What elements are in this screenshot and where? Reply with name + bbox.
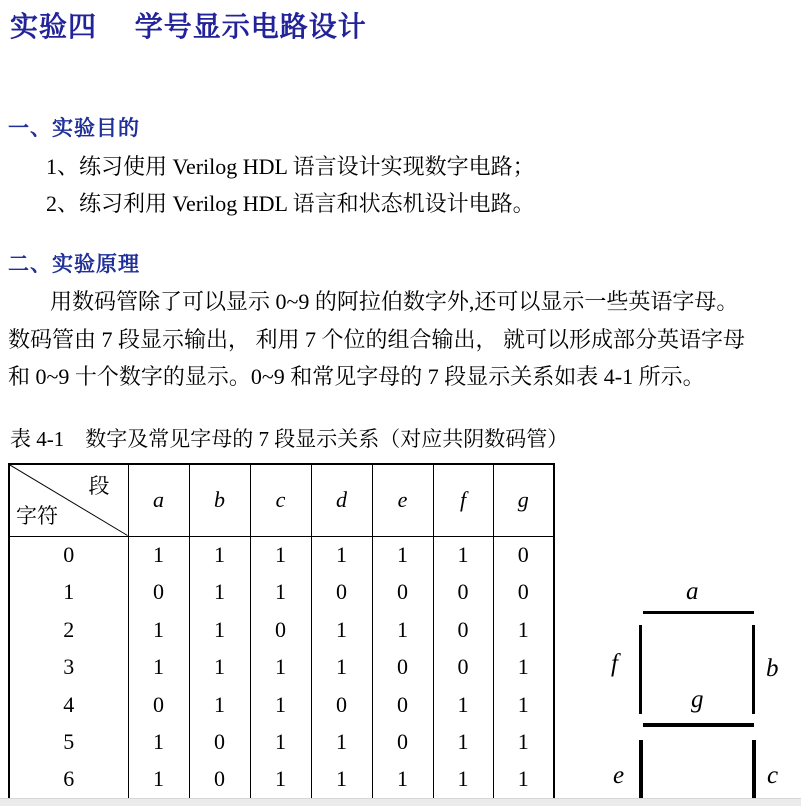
segment-value-cell-f: 1 [433, 686, 493, 724]
segment-value-cell-e: 0 [372, 574, 433, 612]
document-title: 实验四 学号显示电路设计 [10, 11, 367, 42]
table-caption: 表 4-1 数字及常见字母的 7 段显示关系（对应共阴数码管） [10, 427, 569, 451]
segment-value-cell-c: 1 [250, 686, 311, 724]
segment-value-cell-g: 1 [493, 649, 554, 687]
segment-value-cell-c: 1 [250, 536, 311, 574]
objective-item-1: 1、练习使用 Verilog HDL 语言设计实现数字电路； [46, 154, 535, 179]
corner-label-segment: 段 [88, 474, 110, 498]
segment-truth-table [8, 463, 555, 800]
column-header-e: e [372, 464, 433, 536]
segment-value-cell-d: 0 [311, 574, 372, 612]
table-row-char-2 [9, 611, 554, 649]
segment-value-cell-f: 0 [433, 649, 493, 687]
principle-line-1: 用数码管除了可以显示 0~9 的阿拉伯数字外,还可以显示一些英语字母。 [50, 289, 739, 314]
table-body [9, 536, 554, 799]
segment-value-cell-b: 1 [189, 536, 250, 574]
section-heading-purpose: 一、实验目的 [8, 117, 140, 140]
section-heading-principle: 二、实验原理 [8, 253, 140, 276]
segment-value-cell-b: 1 [189, 574, 250, 612]
segment-value-cell-a: 1 [128, 724, 189, 762]
segment-label-b: b [766, 655, 779, 682]
segment-value-cell-a: 1 [128, 761, 189, 799]
principle-line-3: 和 0~9 十个数字的显示。0~9 和常见字母的 7 段显示关系如表 4-1 所示。 [8, 364, 705, 389]
column-header-g: g [493, 464, 554, 536]
column-header-b: b [189, 464, 250, 536]
table-row-char-6 [9, 761, 554, 799]
segment-value-cell-b: 0 [189, 761, 250, 799]
segment-a-line [643, 611, 754, 614]
viewer-bottom-edge [0, 798, 801, 806]
segment-value-cell-f: 1 [433, 761, 493, 799]
segment-value-cell-f: 0 [433, 611, 493, 649]
table-row-char-3 [9, 649, 554, 687]
character-cell: 0 [63, 542, 75, 567]
column-header-c: c [250, 464, 311, 536]
column-header-a: a [128, 464, 189, 536]
segment-value-cell-g: 0 [493, 574, 554, 612]
segment-value-cell-e: 0 [372, 686, 433, 724]
segment-label-c: c [767, 762, 779, 789]
table-row-char-0 [9, 536, 554, 574]
segment-label-f: f [611, 650, 618, 677]
segment-value-cell-f: 1 [433, 536, 493, 574]
column-header-f: f [433, 464, 493, 536]
table-row-char-1 [9, 574, 554, 612]
segment-f-line [639, 625, 642, 714]
table-corner-cell [9, 464, 128, 536]
character-cell: 5 [63, 729, 75, 755]
segment-value-cell-b: 1 [189, 611, 250, 649]
segment-value-cell-e: 1 [372, 761, 433, 799]
segment-label-a: a [686, 578, 699, 605]
segment-value-cell-d: 0 [311, 686, 372, 724]
character-cell: 2 [63, 616, 75, 642]
segment-value-cell-a: 0 [128, 686, 189, 724]
segment-value-cell-e: 1 [372, 536, 433, 574]
segment-value-cell-c: 1 [250, 761, 311, 799]
segment-value-cell-a: 1 [128, 536, 189, 574]
segment-value-cell-g: 1 [493, 611, 554, 649]
segment-value-cell-b: 0 [189, 724, 250, 762]
segment-value-cell-d: 1 [311, 761, 372, 799]
character-cell: 6 [63, 766, 75, 792]
segment-g-line [643, 723, 754, 727]
segment-c-line [752, 740, 756, 798]
segment-value-cell-a: 1 [128, 649, 189, 687]
segment-value-cell-e: 0 [372, 649, 433, 687]
corner-label-character: 字符 [16, 503, 58, 528]
objective-item-2: 2、练习利用 Verilog HDL 语言和状态机设计电路。 [46, 191, 535, 216]
segment-value-cell-d: 1 [311, 649, 372, 687]
segment-value-cell-b: 1 [189, 686, 250, 724]
segment-value-cell-d: 1 [311, 724, 372, 762]
segment-value-cell-d: 1 [311, 536, 372, 574]
segment-value-cell-g: 1 [493, 686, 554, 724]
segment-value-cell-c: 1 [250, 724, 311, 762]
segment-value-cell-g: 0 [493, 536, 554, 574]
character-cell: 1 [63, 579, 75, 605]
segment-value-cell-g: 1 [493, 761, 554, 799]
segment-e-line [639, 740, 643, 798]
column-header-d: d [311, 464, 372, 536]
table-header-row [9, 464, 554, 536]
segment-value-cell-e: 1 [372, 611, 433, 649]
segment-label-e: e [613, 762, 625, 789]
segment-value-cell-b: 1 [189, 649, 250, 687]
segment-b-line [752, 625, 755, 714]
segment-value-cell-a: 0 [128, 574, 189, 612]
segment-value-cell-a: 1 [128, 611, 189, 649]
segment-value-cell-g: 1 [493, 724, 554, 762]
segment-value-cell-e: 0 [372, 724, 433, 762]
segment-value-cell-f: 1 [433, 724, 493, 762]
character-cell: 3 [63, 654, 75, 680]
segment-value-cell-c: 1 [250, 574, 311, 612]
principle-line-2: 数码管由 7 段显示输出， 利用 7 个位的组合输出， 就可以形成部分英语字母 [8, 327, 746, 352]
table-row-char-4 [9, 686, 554, 724]
segment-value-cell-f: 0 [433, 574, 493, 612]
segment-value-cell-c: 1 [250, 649, 311, 687]
segment-value-cell-c: 0 [250, 611, 311, 649]
segment-value-cell-d: 1 [311, 611, 372, 649]
character-cell: 4 [63, 691, 75, 717]
segment-label-g: g [691, 686, 704, 713]
table-row-char-5 [9, 724, 554, 762]
